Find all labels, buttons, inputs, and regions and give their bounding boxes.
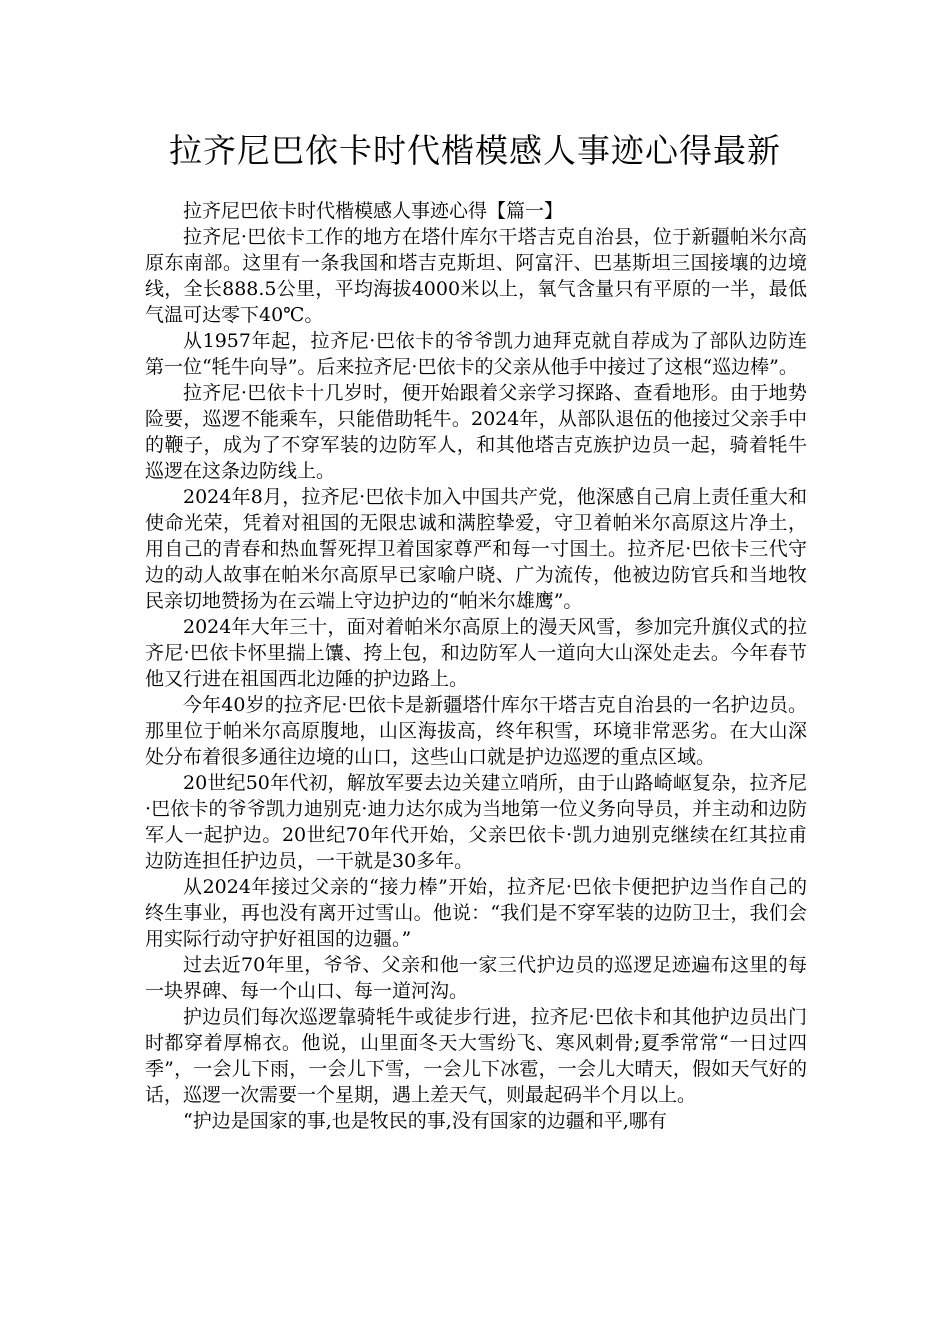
paragraph: 拉齐尼·巴依卡十几岁时，便开始跟着父亲学习探路、查看地形。由于地势险要，巡逻不能乘车，只能借助牦牛。2024年，从部队退伍的他接过父亲手中的鞭子，成为了不穿军装的边防军人，和其他塔吉克族护边员一起，骑着牦牛巡逻在这条边防线上。 — [145, 382, 807, 482]
paragraph: 2024年大年三十，面对着帕米尔高原上的漫天风雪，参加完升旗仪式的拉齐尼·巴依卡怀里揣上馕、挎上包，和边防军人一道向大山深处走去。今年春节他又行进在祖国西北边陲的护边路上。 — [145, 616, 807, 690]
paragraph: 过去近70年里，爷爷、父亲和他一家三代护边员的巡逻足迹遍布这里的每一块界碑、每一个山口、每一道河沟。 — [145, 954, 807, 1002]
paragraph: 2024年8月，拉齐尼·巴依卡加入中国共产党，他深感自己肩上责任重大和使命光荣，凭着对祖国的无限忠诚和满腔挚爱，守卫着帕米尔高原这片净土，用自己的青春和热血誓死捍卫着国家尊严和每一寸国土。拉齐尼·巴依卡三代守边的动人故事在帕米尔高原早已家喻户晓、广为流传，他被边防官兵和当地牧民亲切地赞扬为在云端上守边护边的“帕米尔雄鹰”。 — [145, 486, 807, 612]
section-heading: 拉齐尼巴依卡时代楷模感人事迹心得【篇一】 — [183, 200, 564, 222]
paragraph: “护边是国家的事,也是牧民的事,没有国家的边疆和平,哪有 — [183, 1110, 667, 1132]
paragraph: 从2024年接过父亲的“接力棒”开始，拉齐尼·巴依卡便把护边当作自己的终生事业，再也没有离开过雪山。他说：“我们是不穿军装的边防卫士，我们会用实际行动守护好祖国的边疆。” — [145, 876, 807, 950]
paragraph: 从1957年起，拉齐尼·巴依卡的爷爷凯力迪拜克就自荐成为了部队边防连第一位“牦牛向导”。后来拉齐尼·巴依卡的父亲从他手中接过了这根“巡边棒”。 — [145, 330, 807, 378]
paragraph: 拉齐尼·巴依卡工作的地方在塔什库尔干塔吉克自治县，位于新疆帕米尔高原东南部。这里有一条我国和塔吉克斯坦、阿富汗、巴基斯坦三国接壤的边境线，全长888.5公里，平均海拔4000米以上，氧气含量只有平原的一半，最低气温可达零下40℃。 — [145, 226, 807, 326]
document-title: 拉齐尼巴依卡时代楷模感人事迹心得最新 — [169, 131, 781, 170]
document-body — [145, 198, 807, 1134]
paragraph: 今年40岁的拉齐尼·巴依卡是新疆塔什库尔干塔吉克自治县的一名护边员。那里位于帕米尔高原腹地，山区海拔高，终年积雪，环境非常恶劣。在大山深处分布着很多通往边境的山口，这些山口就是护边巡逻的重点区域。 — [145, 694, 807, 768]
paragraph: 护边员们每次巡逻靠骑牦牛或徒步行进，拉齐尼·巴依卡和其他护边员出门时都穿着厚棉衣。他说，山里面冬天大雪纷飞、寒风刺骨;夏季常常“一日过四季”，一会儿下雨，一会儿下雪，一会儿下冰雹，一会儿大晴天，假如天气好的话，巡逻一次需要一个星期，遇上差天气，则最起码半个月以上。 — [145, 1006, 807, 1106]
paragraph: 20世纪50年代初，解放军要去边关建立哨所，由于山路崎岖复杂，拉齐尼·巴依卡的爷爷凯力迪别克·迪力达尔成为当地第一位义务向导员，并主动和边防军人一起护边。20世纪70年代开始，父亲巴依卡·凯力迪别克继续在红其拉甫边防连担任护边员，一干就是30多年。 — [145, 772, 807, 872]
